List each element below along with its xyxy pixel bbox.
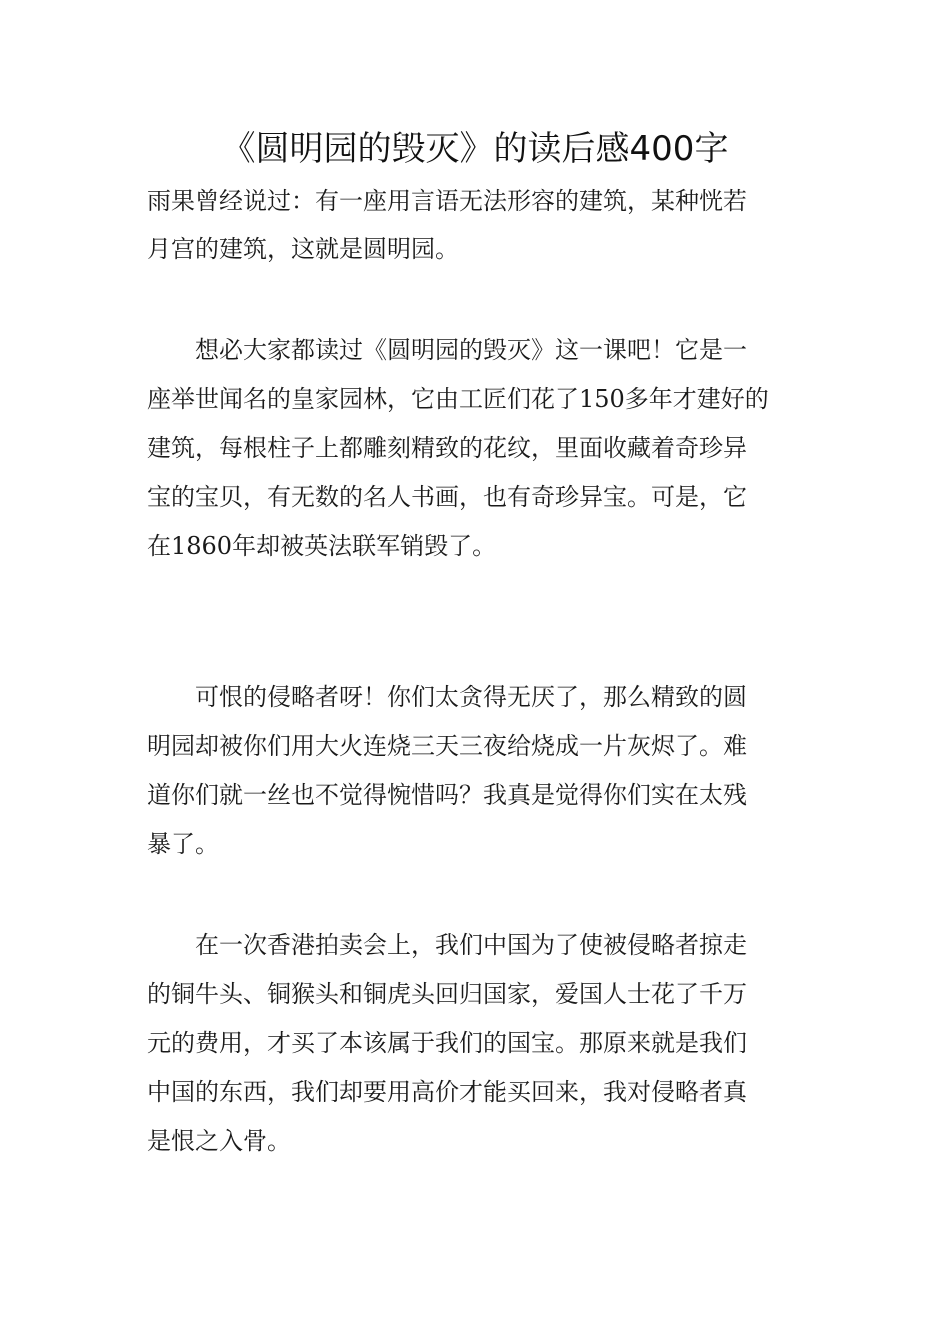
paragraph-1-line-2: 月宫的建筑，这就是圆明园。 bbox=[147, 235, 459, 263]
paragraph-4-line-1: 在一次香港拍卖会上，我们中国为了使被侵略者掠走 bbox=[147, 931, 747, 959]
paragraph-2-line-2: 座举世闻名的皇家园林，它由工匠们花了150多年才建好的 bbox=[147, 385, 769, 413]
paragraph-4-line-3: 元的费用，才买了本该属于我们的国宝。那原来就是我们 bbox=[147, 1029, 747, 1057]
paragraph-4-line-4: 中国的东西，我们却要用高价才能买回来，我对侵略者真 bbox=[147, 1078, 747, 1106]
paragraph-4-line-5: 是恨之入骨。 bbox=[147, 1127, 291, 1155]
paragraph-3-line-1: 可恨的侵略者呀！你们太贪得无厌了，那么精致的圆 bbox=[147, 683, 747, 711]
paragraph-2-line-1: 想必大家都读过《圆明园的毁灭》这一课吧！它是一 bbox=[147, 336, 747, 364]
paragraph-2-line-5: 在1860年却被英法联军销毁了。 bbox=[147, 532, 497, 560]
paragraph-3-line-2: 明园却被你们用大火连烧三天三夜给烧成一片灰烬了。难 bbox=[147, 732, 747, 760]
paragraph-3-line-4: 暴了。 bbox=[147, 830, 219, 858]
paragraph-1-line-1: 雨果曾经说过：有一座用言语无法形容的建筑，某种恍若 bbox=[147, 187, 747, 215]
paragraph-2-line-4: 宝的宝贝，有无数的名人书画，也有奇珍异宝。可是，它 bbox=[147, 483, 747, 511]
document-title: 《圆明园的毁灭》的读后感400字 bbox=[221, 129, 729, 169]
paragraph-4-line-2: 的铜牛头、铜猴头和铜虎头回归国家，爱国人士花了千万 bbox=[147, 980, 747, 1008]
paragraph-3-line-3: 道你们就一丝也不觉得惋惜吗？我真是觉得你们实在太残 bbox=[147, 781, 747, 809]
paragraph-2-line-3: 建筑，每根柱子上都雕刻精致的花纹，里面收藏着奇珍异 bbox=[147, 434, 747, 462]
